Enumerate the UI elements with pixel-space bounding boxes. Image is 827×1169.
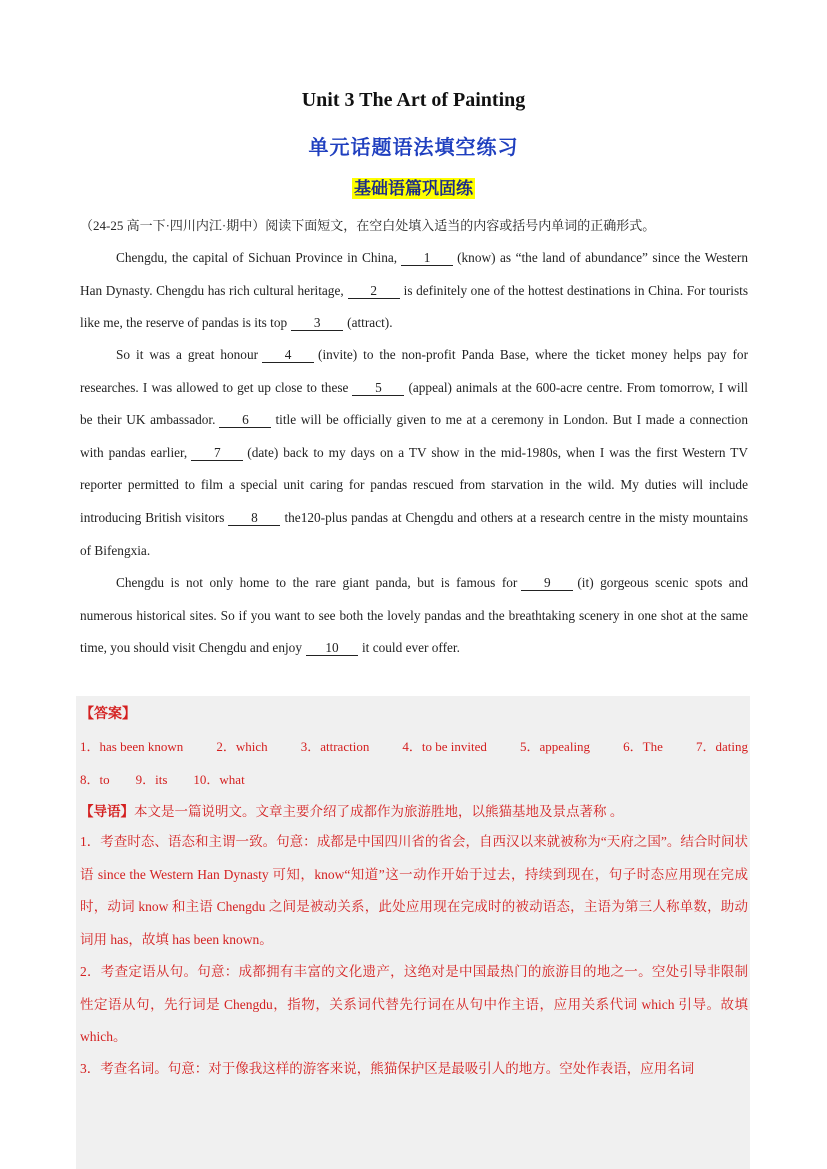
answer-item: 5．appealing (520, 739, 591, 754)
blank-10: 10 (306, 640, 358, 656)
guide-label: 【导语】 (80, 804, 134, 819)
blank-1: 1 (401, 250, 453, 266)
passage-paragraph-2 (80, 339, 748, 567)
blank-6: 6 (219, 412, 271, 428)
instruction: （24-25 高一下·四川内江·期中）阅读下面短文，在空白处填入适当的内容或括号内单词的正确形式。 (80, 218, 656, 233)
blank-7: 7 (191, 445, 243, 461)
answer-item: 7．dating (695, 739, 748, 754)
text-segment: title will be officially given to me at a ceremony in London. But I made a connection with pandas earlier, (80, 412, 748, 460)
blank-9: 9 (521, 575, 573, 591)
answer-item: 3．attraction (300, 739, 370, 754)
text-segment: (invite) to the non-profit Panda Base, where the ticket money helps pay for researches. I was allowed to get up close to these (80, 347, 748, 395)
text-segment: So it was a great honour (116, 347, 259, 362)
page-title: Unit 3 The Art of Painting (301, 89, 526, 111)
text-segment: (appeal) animals at the 600-acre centre. From tomorrow, I will be their UK ambassador. (80, 379, 748, 428)
answer-item: 4．to be invited (402, 739, 487, 754)
blank-3: 3 (291, 315, 343, 331)
text-segment: Chengdu, the capital of Sichuan Province in China, (116, 250, 398, 265)
answers-row-2 (80, 769, 748, 788)
passage-paragraph-3 (80, 567, 748, 665)
answer-item: 1．has been known (80, 739, 184, 754)
answer-item: 9．its (135, 772, 168, 787)
answer-item: 8．to (80, 772, 110, 787)
text-segment: the120-plus pandas at Chengdu and others at a research centre in the misty mountains of Bifengxia. (80, 509, 748, 558)
passage-paragraph-1 (80, 242, 748, 340)
answer-item: 10．what (193, 772, 245, 787)
text-segment: (attract). (347, 315, 393, 331)
text-segment: (it) gorgeous scenic spots and numerous historical sites. So if you want to see both the lovely pandas and the breathtaking scenery in one shot at the same time, you should visit Chengdu and enjoy (80, 575, 749, 656)
section-label (0, 174, 827, 199)
answer-item: 2．which (216, 739, 268, 754)
blank-2: 2 (348, 283, 400, 299)
explanation-2: 2．考查定语从句。句意：成都拥有丰富的文化遗产，这绝对是中国最热门的旅游目的地之一。空处引导非限制性定语从句，先行词是 Chengdu，指物，关系词代替先行词在从句中作主语，应用关系代词 which 引导。故填 which。 (80, 964, 748, 1045)
answers-row-1 (80, 736, 748, 755)
answer-label: 【答案】 (80, 707, 136, 722)
blank-4: 4 (262, 347, 314, 363)
guide (80, 800, 748, 820)
explanation-1: 1．考查时态、语态和主谓一致。句意：成都是中国四川省的省会，自西汉以来就被称为“天府之国”。结合时间状语 since the Western Han Dynasty 可知，know“知道”这一动作开始于过去，持续到现在，句子时态应用现在完成时，动词 know 和主语 Chengdu 之间是被动关系，此处应用现在完成时的被动语态，主语为第三人称单数，助动词用 has，故填 has been known。 (80, 834, 748, 947)
text-segment: it could ever offer. (361, 640, 460, 656)
text-segment: Chengdu is not only home to the rare giant panda, but is famous for (116, 575, 518, 590)
text-segment: (know) as “the land of abundance” since the Western Han Dynasty. Chengdu has rich cultural heritage, (80, 250, 748, 298)
blank-8: 8 (228, 510, 280, 526)
page-subtitle: 单元话题语法填空练习 (308, 137, 519, 159)
guide-text: 本文是一篇说明文。文章主要介绍了成都作为旅游胜地，以熊猫基地及景点著称 。 (134, 804, 624, 819)
section-label-text: 基础语篇巩固练 (354, 179, 473, 198)
text-segment: (date) back to my days on a TV show in the mid-1980s, when I was the first Western TV reporter permitted to film a special unit caring for pandas rescued from starvation in the wild. My duties will include introducing British visitors (80, 444, 748, 525)
text-segment: is definitely one of the hottest destinations in China. For tourists like me, the reserve of pandas is its top (80, 282, 748, 331)
blank-5: 5 (352, 380, 404, 396)
explanation-3: 3．考查名词。句意：对于像我这样的游客来说，熊猫保护区是最吸引人的地方。空处作表语，应用名词 (80, 1061, 695, 1076)
answer-item: 6．The (623, 739, 663, 754)
